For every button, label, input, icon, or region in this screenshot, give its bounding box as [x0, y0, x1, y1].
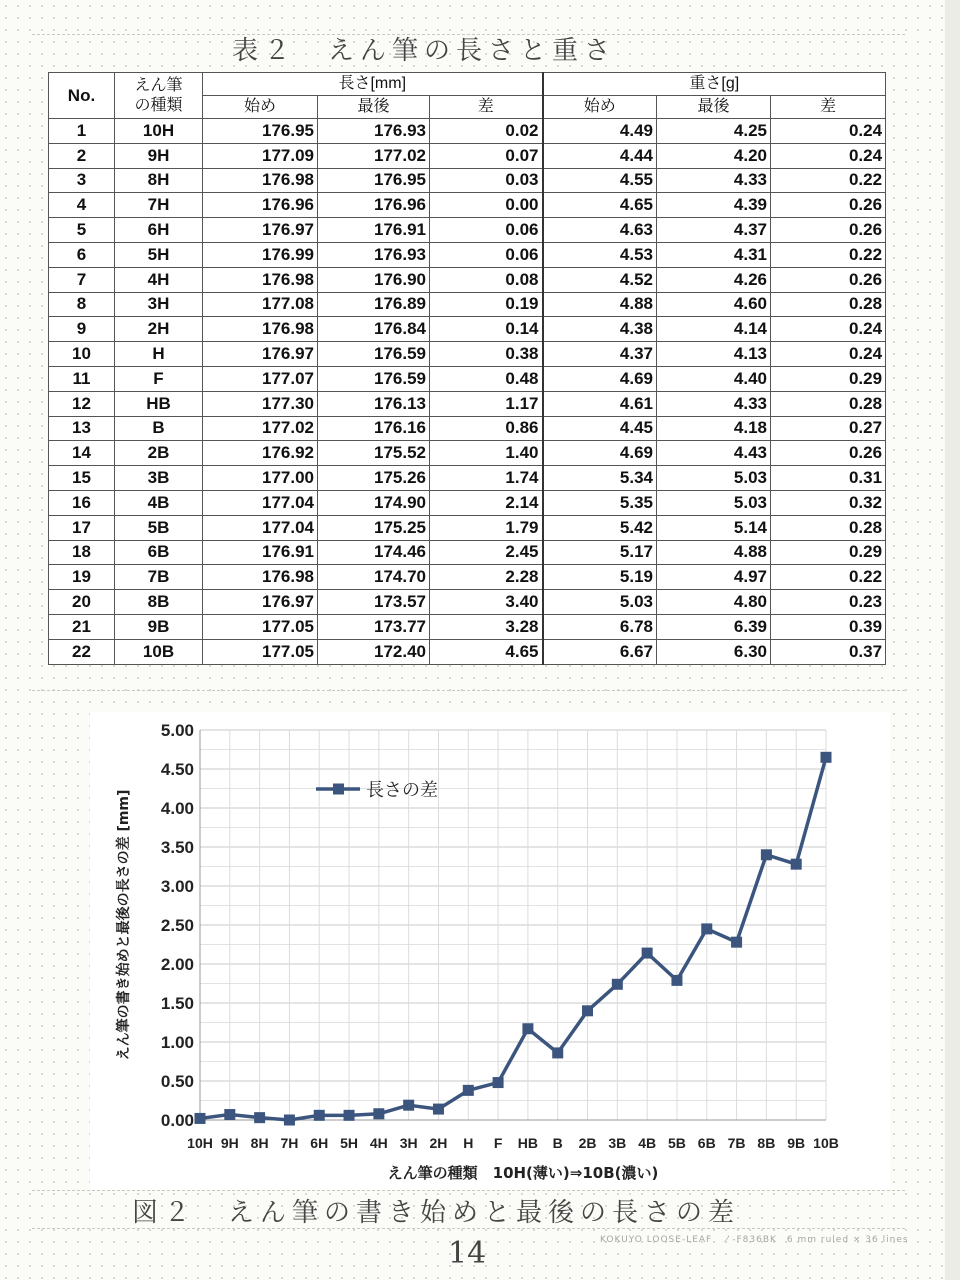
table-cell: 4.97: [657, 565, 771, 590]
table-cell: 4.13: [657, 342, 771, 367]
table-cell: 6.39: [657, 614, 771, 639]
table-cell: 0.29: [771, 366, 886, 391]
table-row: [49, 218, 886, 243]
table-row: [49, 590, 886, 615]
table-cell: 0.23: [771, 590, 886, 615]
table-cell: 10B: [115, 639, 203, 664]
data-point: [522, 1023, 533, 1034]
table-cell: 3B: [115, 466, 203, 491]
table-cell: 21: [49, 614, 115, 639]
table-cell: 0.39: [771, 614, 886, 639]
x-tick-label: 4H: [369, 1135, 388, 1151]
table-cell: 174.70: [318, 565, 430, 590]
table-cell: 177.05: [203, 639, 318, 664]
table-cell: 5.03: [657, 490, 771, 515]
table-cell: 2.45: [430, 540, 543, 565]
table-cell: 173.57: [318, 590, 430, 615]
table-cell: 177.08: [203, 292, 318, 317]
table-cell: 176.92: [203, 441, 318, 466]
table-cell: 0.22: [771, 242, 886, 267]
table-cell: 5.34: [543, 466, 657, 491]
table-cell: 4.88: [543, 292, 657, 317]
table-row: [49, 292, 886, 317]
table-cell: 0.38: [430, 342, 543, 367]
table-row: [49, 193, 886, 218]
table-cell: 14: [49, 441, 115, 466]
y-tick-label: 2.00: [160, 955, 194, 974]
table-cell: 176.13: [318, 391, 430, 416]
table-cell: 176.97: [203, 590, 318, 615]
table-cell: 0.37: [771, 639, 886, 664]
x-tick-label: 7H: [280, 1135, 299, 1151]
table-cell: 4.61: [543, 391, 657, 416]
table-cell: 5B: [115, 515, 203, 540]
table-cell: 2: [49, 143, 115, 168]
x-tick-label: 9B: [787, 1135, 806, 1151]
table-cell: 13: [49, 416, 115, 441]
legend-label: 長さの差: [366, 780, 438, 801]
table-cell: 5.35: [543, 490, 657, 515]
table-cell: 176.84: [318, 317, 430, 342]
page-edge: [945, 0, 960, 1280]
table-cell: 4.37: [657, 218, 771, 243]
y-tick-label: 3.00: [160, 877, 194, 896]
table-cell: H: [115, 342, 203, 367]
table-row: [49, 168, 886, 193]
table-title: 表２ えん筆の長さと重さ: [232, 36, 617, 66]
table-row: [49, 515, 886, 540]
x-tick-label: 2B: [578, 1135, 597, 1151]
table-cell: 0.26: [771, 218, 886, 243]
x-tick-label: HB: [517, 1135, 539, 1151]
table-cell: 9H: [115, 143, 203, 168]
table-cell: 11: [49, 366, 115, 391]
header-weight-group: 重さ[g]: [543, 73, 886, 96]
data-point: [314, 1110, 325, 1121]
table-cell: 6: [49, 242, 115, 267]
table-cell: 4H: [115, 267, 203, 292]
table-cell: 20: [49, 590, 115, 615]
table-cell: 7H: [115, 193, 203, 218]
table-cell: 2B: [115, 441, 203, 466]
table-cell: 5.42: [543, 515, 657, 540]
y-tick-label: 4.00: [160, 799, 194, 818]
table-cell: 0.02: [430, 119, 543, 144]
table-cell: 0.06: [430, 218, 543, 243]
table-cell: 0.22: [771, 168, 886, 193]
header-length-start: 始め: [203, 96, 318, 119]
data-point: [671, 975, 682, 986]
chart-svg: [90, 712, 890, 1190]
table-cell: 1.40: [430, 441, 543, 466]
table-row: [49, 416, 886, 441]
table-cell: 175.26: [318, 466, 430, 491]
table-cell: 176.59: [318, 342, 430, 367]
x-tick-label: 9H: [220, 1135, 239, 1151]
table-row: [49, 119, 886, 144]
x-tick-label: 3B: [608, 1135, 627, 1151]
data-point: [642, 948, 653, 959]
table-cell: 172.40: [318, 639, 430, 664]
table-cell: 4.14: [657, 317, 771, 342]
table-cell: 5.14: [657, 515, 771, 540]
data-point: [254, 1112, 265, 1123]
table-cell: 176.96: [203, 193, 318, 218]
table-row: [49, 242, 886, 267]
table-cell: 5: [49, 218, 115, 243]
table-cell: 5.03: [657, 466, 771, 491]
table-cell: 4.63: [543, 218, 657, 243]
table-cell: 177.00: [203, 466, 318, 491]
data-point: [612, 979, 623, 990]
x-tick-label: 4B: [638, 1135, 657, 1151]
table-cell: 2.28: [430, 565, 543, 590]
data-point: [552, 1047, 563, 1058]
header-weight-end: 最後: [657, 96, 771, 119]
table-cell: 3H: [115, 292, 203, 317]
data-point: [224, 1109, 235, 1120]
table-cell: 177.07: [203, 366, 318, 391]
table-cell: 4.25: [657, 119, 771, 144]
table-cell: 176.98: [203, 168, 318, 193]
table-cell: 22: [49, 639, 115, 664]
header-length-end: 最後: [318, 96, 430, 119]
table-cell: 4.43: [657, 441, 771, 466]
table-cell: 5.17: [543, 540, 657, 565]
x-tick-label: B: [552, 1135, 563, 1151]
x-tick-label: F: [493, 1135, 503, 1151]
x-tick-label: 5H: [340, 1135, 359, 1151]
x-tick-label: 10H: [187, 1135, 213, 1151]
table-row: [49, 540, 886, 565]
table-cell: 0.14: [430, 317, 543, 342]
table-cell: 177.02: [203, 416, 318, 441]
y-axis-label: えん筆の書き始めと最後の長さの差 [mm]: [116, 789, 132, 1061]
table-cell: 4.38: [543, 317, 657, 342]
table-cell: 176.16: [318, 416, 430, 441]
table-cell: 176.98: [203, 317, 318, 342]
table-cell: 176.93: [318, 242, 430, 267]
x-tick-label: H: [463, 1135, 474, 1151]
table-cell: 1.17: [430, 391, 543, 416]
x-tick-label: 2H: [429, 1135, 448, 1151]
table-cell: 0.28: [771, 515, 886, 540]
table-cell: 0.19: [430, 292, 543, 317]
y-tick-label: 3.50: [160, 838, 194, 857]
x-tick-label: 3H: [399, 1135, 418, 1151]
length-diff-chart: [90, 712, 890, 1190]
table-cell: 0.07: [430, 143, 543, 168]
table-cell: 4.65: [430, 639, 543, 664]
y-tick-label: 1.50: [160, 994, 194, 1013]
table-row: [49, 490, 886, 515]
table-cell: 177.04: [203, 515, 318, 540]
table-cell: 12: [49, 391, 115, 416]
table-cell: 1: [49, 119, 115, 144]
table-cell: 176.95: [203, 119, 318, 144]
table-cell: 0.26: [771, 441, 886, 466]
table-cell: 177.30: [203, 391, 318, 416]
data-point: [701, 923, 712, 934]
table-cell: 8: [49, 292, 115, 317]
table-cell: 6H: [115, 218, 203, 243]
y-tick-label: 5.00: [160, 721, 194, 740]
data-point: [344, 1110, 355, 1121]
table-cell: 3: [49, 168, 115, 193]
table-cell: 6B: [115, 540, 203, 565]
table-cell: 19: [49, 565, 115, 590]
table-cell: 4.55: [543, 168, 657, 193]
table-cell: 0.08: [430, 267, 543, 292]
table-cell: 0.86: [430, 416, 543, 441]
data-point: [731, 937, 742, 948]
table-row: [49, 391, 886, 416]
table-cell: 9: [49, 317, 115, 342]
header-no: No.: [49, 73, 115, 119]
table-cell: 176.91: [318, 218, 430, 243]
table-cell: 0.00: [430, 193, 543, 218]
table-cell: 0.03: [430, 168, 543, 193]
table-cell: 175.52: [318, 441, 430, 466]
x-tick-label: 10B: [813, 1135, 839, 1151]
table-cell: 176.59: [318, 366, 430, 391]
table-cell: 176.90: [318, 267, 430, 292]
table-cell: 0.26: [771, 193, 886, 218]
table-cell: 4.37: [543, 342, 657, 367]
table-cell: 6.78: [543, 614, 657, 639]
header-length-diff: 差: [430, 96, 543, 119]
table-cell: 17: [49, 515, 115, 540]
table-cell: 176.98: [203, 565, 318, 590]
table-cell: 177.09: [203, 143, 318, 168]
table-cell: 4.44: [543, 143, 657, 168]
table-cell: 6.30: [657, 639, 771, 664]
figure-caption: 図２ えん筆の書き始めと最後の長さの差: [132, 1198, 741, 1228]
y-tick-label: 0.50: [160, 1072, 194, 1091]
table-cell: 174.90: [318, 490, 430, 515]
table-cell: 174.46: [318, 540, 430, 565]
table-cell: 0.24: [771, 119, 886, 144]
table-cell: 176.93: [318, 119, 430, 144]
data-point: [463, 1085, 474, 1096]
table-cell: 0.28: [771, 391, 886, 416]
table-cell: 4.39: [657, 193, 771, 218]
header-pencil-type: [115, 73, 203, 119]
table-cell: 0.06: [430, 242, 543, 267]
table-cell: 10: [49, 342, 115, 367]
footer-brand: KOKUYO LOOSE-LEAF ノ-F836BK 6 mm ruled × 36 lines: [600, 1235, 909, 1245]
table-cell: 4.69: [543, 366, 657, 391]
table-cell: 0.32: [771, 490, 886, 515]
data-point: [433, 1104, 444, 1115]
table-cell: 10H: [115, 119, 203, 144]
data-point: [373, 1108, 384, 1119]
table-cell: 4.33: [657, 168, 771, 193]
table-cell: 0.29: [771, 540, 886, 565]
table-row: [49, 366, 886, 391]
table-cell: 176.96: [318, 193, 430, 218]
table-cell: 7B: [115, 565, 203, 590]
table-cell: 176.99: [203, 242, 318, 267]
table-cell: 3.40: [430, 590, 543, 615]
data-point: [195, 1113, 206, 1124]
data-point: [791, 859, 802, 870]
x-tick-label: 5B: [667, 1135, 686, 1151]
table-cell: 176.89: [318, 292, 430, 317]
table-cell: 6.67: [543, 639, 657, 664]
table-cell: 4.60: [657, 292, 771, 317]
y-tick-label: 4.50: [160, 760, 194, 779]
x-tick-label: 6B: [697, 1135, 716, 1151]
table-cell: 0.27: [771, 416, 886, 441]
table-row: [49, 342, 886, 367]
table-row: [49, 565, 886, 590]
table-cell: 0.22: [771, 565, 886, 590]
table-row: [49, 614, 886, 639]
y-tick-label: 0.00: [160, 1111, 194, 1130]
x-tick-label: 8H: [250, 1135, 269, 1151]
table-cell: 0.24: [771, 317, 886, 342]
x-axis-label: えん筆の種類 10H(薄い)⇒10B(濃い): [387, 1164, 659, 1182]
table-row: [49, 639, 886, 664]
table-cell: 175.25: [318, 515, 430, 540]
table-cell: 176.91: [203, 540, 318, 565]
table-cell: 1.74: [430, 466, 543, 491]
table-cell: 4.40: [657, 366, 771, 391]
table-cell: 4.26: [657, 267, 771, 292]
table-cell: 4.49: [543, 119, 657, 144]
page-number: 14: [448, 1236, 487, 1271]
table-cell: B: [115, 416, 203, 441]
data-point: [761, 849, 772, 860]
y-tick-label: 1.00: [160, 1033, 194, 1052]
table-cell: 16: [49, 490, 115, 515]
table-cell: 176.97: [203, 218, 318, 243]
table-cell: 4B: [115, 490, 203, 515]
table-cell: 4.88: [657, 540, 771, 565]
table-cell: 2H: [115, 317, 203, 342]
table-row: [49, 267, 886, 292]
table-cell: 0.26: [771, 267, 886, 292]
table-cell: 5.03: [543, 590, 657, 615]
table-cell: 15: [49, 466, 115, 491]
data-point: [284, 1115, 295, 1126]
x-tick-label: 7B: [727, 1135, 746, 1151]
table-cell: 0.48: [430, 366, 543, 391]
header-type-line2: の種類: [134, 96, 183, 114]
table-cell: 2.14: [430, 490, 543, 515]
table-cell: 4.45: [543, 416, 657, 441]
data-point: [582, 1005, 593, 1016]
legend-marker: [333, 784, 344, 795]
table-cell: 176.95: [318, 168, 430, 193]
data-point: [493, 1077, 504, 1088]
table-cell: 176.97: [203, 342, 318, 367]
table-cell: 4.33: [657, 391, 771, 416]
table-cell: 4.69: [543, 441, 657, 466]
table-cell: 176.98: [203, 267, 318, 292]
header-weight-start: 始め: [543, 96, 657, 119]
table-row: [49, 441, 886, 466]
table-cell: F: [115, 366, 203, 391]
table-cell: 4.53: [543, 242, 657, 267]
table-cell: HB: [115, 391, 203, 416]
header-length-group: 長さ[mm]: [203, 73, 543, 96]
table-cell: 7: [49, 267, 115, 292]
data-point: [403, 1100, 414, 1111]
table-row: [49, 317, 886, 342]
data-point: [821, 752, 832, 763]
table-cell: 0.24: [771, 143, 886, 168]
table-cell: 4: [49, 193, 115, 218]
table-cell: 0.24: [771, 342, 886, 367]
table-cell: 173.77: [318, 614, 430, 639]
table-cell: 4.52: [543, 267, 657, 292]
table-cell: 9B: [115, 614, 203, 639]
table-cell: 4.18: [657, 416, 771, 441]
table-cell: 4.31: [657, 242, 771, 267]
table-cell: 177.02: [318, 143, 430, 168]
pencil-data-table: [48, 72, 886, 665]
table-cell: 1.79: [430, 515, 543, 540]
table-cell: 0.28: [771, 292, 886, 317]
table-cell: 5.19: [543, 565, 657, 590]
x-tick-label: 8B: [757, 1135, 776, 1151]
table-cell: 177.05: [203, 614, 318, 639]
table-cell: 18: [49, 540, 115, 565]
table-cell: 4.80: [657, 590, 771, 615]
table-cell: 8B: [115, 590, 203, 615]
table-cell: 177.04: [203, 490, 318, 515]
header-weight-diff: 差: [771, 96, 886, 119]
y-tick-label: 2.50: [160, 916, 194, 935]
table-cell: 4.65: [543, 193, 657, 218]
table-row: [49, 466, 886, 491]
table-cell: 4.20: [657, 143, 771, 168]
table-cell: 8H: [115, 168, 203, 193]
header-type-line1: えん筆: [134, 76, 183, 94]
x-tick-label: 6H: [310, 1135, 329, 1151]
table-row: [49, 143, 886, 168]
table-cell: 5H: [115, 242, 203, 267]
table-cell: 0.31: [771, 466, 886, 491]
table-cell: 3.28: [430, 614, 543, 639]
